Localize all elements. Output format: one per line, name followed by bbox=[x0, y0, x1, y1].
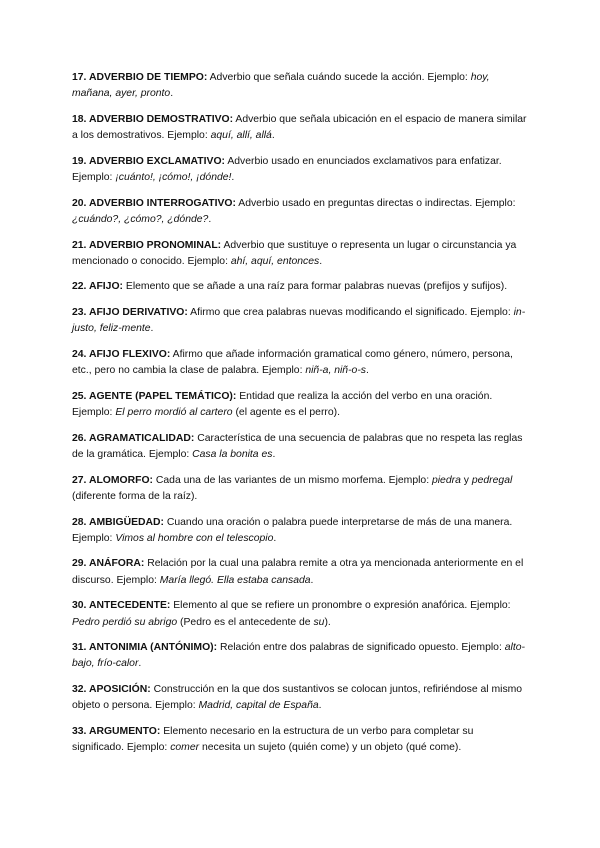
glossary-entry bbox=[72, 154, 528, 187]
entry-example: piedra bbox=[431, 474, 461, 486]
entry-text: . bbox=[272, 449, 276, 461]
entry-example: comer bbox=[170, 742, 200, 754]
entry-term: 23. AFIJO DERIVATIVO: bbox=[72, 307, 188, 319]
glossary-page bbox=[72, 70, 528, 766]
entry-text: . bbox=[150, 323, 154, 335]
entry-text: . bbox=[208, 213, 212, 225]
entry-term: 26. AGRAMATICALIDAD: bbox=[72, 432, 195, 444]
entry-text: y bbox=[460, 474, 472, 486]
entry-text: Relación por la cual una palabra remite a otra ya mencionada anteriormente en el discurso. Ejemplo: bbox=[72, 558, 524, 586]
entry-term: 25. AGENTE (PAPEL TEMÁTICO): bbox=[72, 390, 237, 402]
glossary-entry bbox=[72, 279, 528, 295]
entry-text: Elemento que se añade a una raíz para formar palabras nuevas (prefijos y sufijos). bbox=[123, 281, 508, 293]
glossary-entry bbox=[72, 431, 528, 464]
entry-example: alto-bajo, frío-calor bbox=[72, 642, 525, 670]
glossary-entry bbox=[72, 238, 528, 271]
entry-text: Afirmo que añade información gramatical como género, número, persona, etc., pero no cambia la clase de palabra. Ejemplo: bbox=[72, 348, 513, 377]
entry-term: 19. ADVERBIO EXCLAMATIVO: bbox=[72, 155, 225, 167]
glossary-entry bbox=[72, 305, 528, 338]
entry-term: 20. ADVERBIO INTERROGATIVO: bbox=[72, 197, 236, 209]
entry-text: Adverbio usado en preguntas directas o indirectas. Ejemplo: bbox=[235, 197, 516, 209]
glossary-entry bbox=[72, 598, 528, 631]
entry-text: . bbox=[138, 658, 142, 670]
entry-text: Característica de una secuencia de palabras que no respeta las reglas de la gramática. Ejemplo: bbox=[72, 432, 523, 461]
entry-text: Adverbio que señala ubicación en el espacio de manera similar a los demostrativos. Ejemplo: bbox=[72, 113, 527, 142]
entry-example: Vimos al hombre con el telescopio bbox=[115, 532, 274, 544]
entry-example: María llegó. Ella estaba cansada bbox=[159, 574, 311, 586]
entry-example: ahí, aquí, entonces bbox=[230, 255, 320, 267]
entry-text: . bbox=[318, 700, 322, 712]
glossary-entry bbox=[72, 556, 528, 589]
entry-text: Adverbio que sustituye o representa un lugar o circunstancia ya mencionado o conocido. Ejemplo: bbox=[72, 239, 517, 267]
glossary-entry bbox=[72, 389, 528, 422]
entry-example: Casa la bonita es bbox=[192, 449, 273, 461]
entry-term: 21. ADVERBIO PRONOMINAL: bbox=[72, 239, 222, 251]
entry-term: 30. ANTECEDENTE: bbox=[72, 600, 171, 612]
entry-term: 22. AFIJO: bbox=[72, 281, 124, 293]
entry-example: Pedro perdió su abrigo bbox=[72, 616, 178, 628]
entry-text: Elemento al que se refiere un pronombre o expresión anafórica. Ejemplo: bbox=[170, 600, 511, 612]
entry-example: niñ-a, niñ-o-s bbox=[305, 365, 366, 377]
entry-text: Entidad que realiza la acción del verbo en una oración. Ejemplo: bbox=[72, 390, 493, 419]
entry-term: 24. AFIJO FLEXIVO: bbox=[72, 348, 171, 360]
entry-text: . bbox=[365, 365, 369, 377]
entry-text: . bbox=[310, 574, 314, 586]
entry-example: Madrid, capital de España bbox=[198, 700, 319, 712]
entry-term: 28. AMBIGÜEDAD: bbox=[72, 516, 164, 528]
glossary-entry bbox=[72, 682, 528, 715]
entry-text: Cuando una oración o palabra puede interpretarse de más de una manera. Ejemplo: bbox=[72, 516, 513, 544]
entry-example: hoy, mañana, ayer, pronto bbox=[72, 72, 490, 100]
glossary-entry bbox=[72, 473, 528, 506]
entry-text: Cada una de las variantes de un mismo morfema. Ejemplo: bbox=[153, 474, 432, 486]
entry-example: aquí, allí, allá bbox=[210, 130, 272, 142]
entry-example: su bbox=[313, 616, 325, 628]
entry-text: . bbox=[231, 172, 235, 184]
entry-text: . bbox=[170, 88, 174, 100]
glossary-entry bbox=[72, 515, 528, 548]
entry-text: . bbox=[319, 255, 323, 267]
glossary-entry bbox=[72, 70, 528, 103]
entry-example: ¡cuánto!, ¡cómo!, ¡dónde! bbox=[115, 172, 232, 184]
entry-term: 32. APOSICIÓN: bbox=[72, 684, 151, 696]
entry-text: (Pedro es el antecedente de bbox=[177, 616, 314, 628]
entry-text: necesita un sujeto (quién come) y un objeto (qué come). bbox=[199, 742, 462, 754]
entry-text: (diferente forma de la raíz). bbox=[72, 490, 198, 502]
entry-text: Construcción en la que dos sustantivos se colocan juntos, refiriéndose al mismo objeto o persona. Ejemplo: bbox=[72, 684, 523, 712]
entry-term: 33. ARGUMENTO: bbox=[72, 725, 161, 737]
entry-text: Relación entre dos palabras de significado opuesto. Ejemplo: bbox=[217, 642, 505, 654]
entry-text: Adverbio usado en enunciados exclamativos para enfatizar. Ejemplo: bbox=[72, 155, 502, 184]
entry-text: ). bbox=[324, 616, 331, 628]
glossary-entry bbox=[72, 112, 528, 145]
glossary-entry bbox=[72, 724, 528, 757]
entry-example: El perro mordió al cartero bbox=[115, 407, 233, 419]
entry-text: . bbox=[271, 130, 275, 142]
entry-text: Elemento necesario en la estructura de un verbo para completar su significado. Ejemplo: bbox=[72, 725, 474, 754]
entry-text: . bbox=[273, 532, 277, 544]
glossary-entry bbox=[72, 640, 528, 673]
entry-text: Adverbio que señala cuándo sucede la acción. Ejemplo: bbox=[207, 72, 471, 83]
entry-example: pedregal bbox=[471, 474, 513, 486]
entry-term: 31. ANTONIMIA (ANTÓNIMO): bbox=[72, 642, 218, 654]
entry-term: 29. ANÁFORA: bbox=[72, 558, 145, 570]
entry-text: Afirmo que crea palabras nuevas modificando el significado. Ejemplo: bbox=[187, 307, 514, 319]
entry-example: ¿cuándo?, ¿cómo?, ¿dónde? bbox=[72, 213, 209, 225]
entry-text: (el agente es el perro). bbox=[232, 407, 340, 419]
entry-term: 17. ADVERBIO DE TIEMPO: bbox=[72, 72, 208, 83]
glossary-entry bbox=[72, 196, 528, 229]
entry-example: in-justo, feliz-mente bbox=[72, 307, 526, 335]
glossary-entry bbox=[72, 347, 528, 380]
entry-term: 27. ALOMORFO: bbox=[72, 474, 154, 486]
entry-term: 18. ADVERBIO DEMOSTRATIVO: bbox=[72, 113, 234, 125]
